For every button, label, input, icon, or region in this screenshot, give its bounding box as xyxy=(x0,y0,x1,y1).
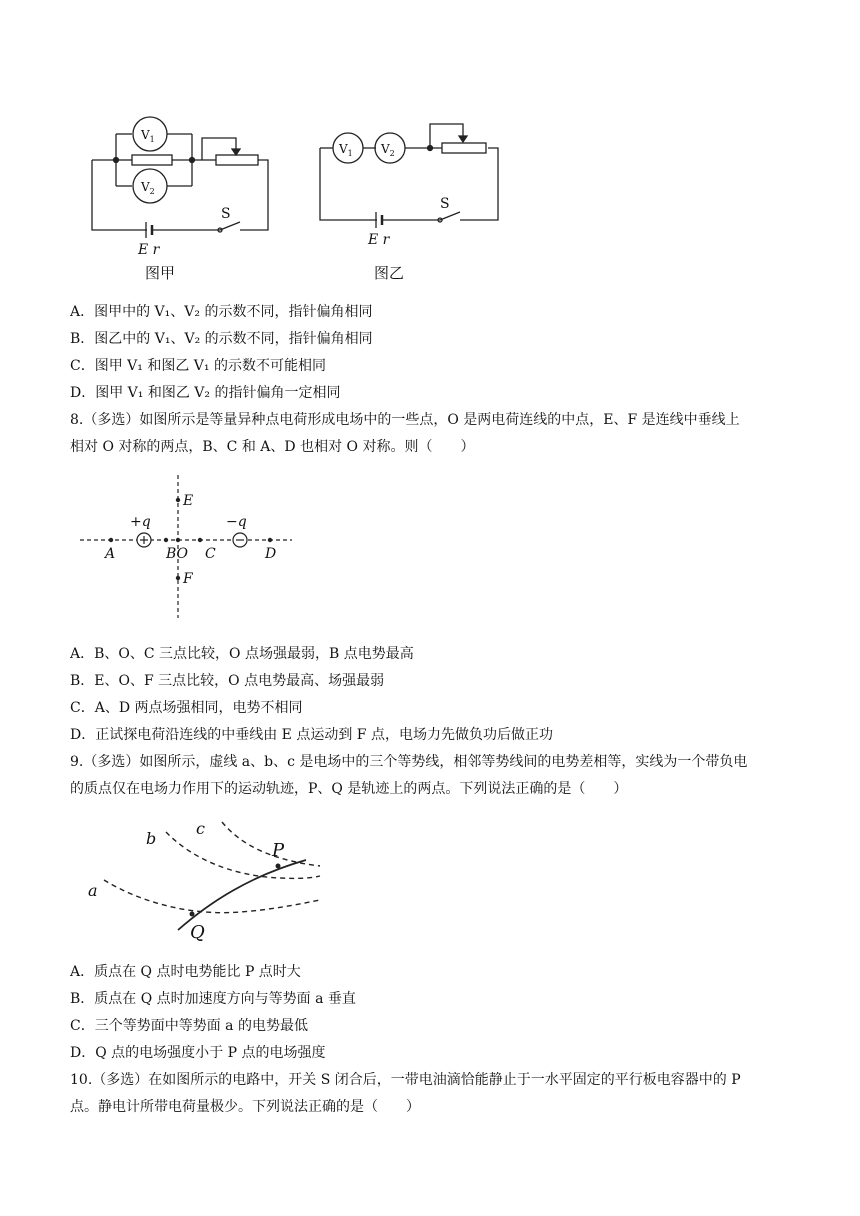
v1-label-yi: $V_1$ xyxy=(339,142,353,158)
minus-q-label: −q xyxy=(226,514,247,530)
charge-field-figure xyxy=(80,470,300,620)
point-a-label: A xyxy=(105,546,116,562)
point-bo-label: BO xyxy=(166,546,189,562)
q9-stem-line1: 9.（多选）如图所示，虚线 a、b、c 是电场中的三个等势线，相邻等势线间的电势差相等，实线为一个带负电 xyxy=(70,754,748,770)
q10-stem-line2: 点。静电计所带电荷量极少。下列说法正确的是（ ） xyxy=(70,1099,420,1115)
q8-option-b: B．E、O、F 三点比较，O 点电势最高、场强最弱 xyxy=(70,673,385,689)
point-d-label: D xyxy=(265,546,277,562)
v2-label-yi: $V_2$ xyxy=(381,142,395,158)
q10-stem-line1: 10.（多选）在如图所示的电路中，开关 S 闭合后，一带电油滴恰能静止于一水平固定的平行板电容器中的 P xyxy=(70,1072,741,1088)
point-e-label: E xyxy=(183,493,194,509)
point-f-label: F xyxy=(183,571,193,587)
v1-label-jia: $V_1$ xyxy=(141,128,155,144)
q8-option-d: D．正试探电荷沿连线的中垂线由 E 点运动到 F 点，电场力先做负功后做正功 xyxy=(70,727,553,743)
line-b-label: b xyxy=(146,829,157,848)
q9-option-d: D．Q 点的电场强度小于 P 点的电场强度 xyxy=(70,1045,326,1061)
plus-q-label: +q xyxy=(130,514,151,530)
switch-label-yi: S xyxy=(440,196,450,212)
switch-label-jia: S xyxy=(221,206,231,222)
caption-yi: 图乙 xyxy=(374,264,405,282)
battery-label-yi: E r xyxy=(368,232,390,248)
q7-option-b: B．图乙中的 V₁、V₂ 的示数不同，指针偏角相同 xyxy=(70,331,373,347)
q8-option-c: C．A、D 两点场强相同，电势不相同 xyxy=(70,700,303,716)
caption-jia: 图甲 xyxy=(145,264,176,282)
equipotential-figure xyxy=(80,812,330,942)
point-p-label: P xyxy=(272,840,285,861)
q7-option-c: C．图甲 V₁ 和图乙 V₁ 的示数不可能相同 xyxy=(70,358,326,374)
battery-label-jia: E r xyxy=(138,242,160,258)
line-c-label: c xyxy=(196,819,205,838)
q7-option-a: A．图甲中的 V₁、V₂ 的示数不同，指针偏角相同 xyxy=(70,304,373,320)
point-c-label: C xyxy=(205,546,216,562)
point-q-label: Q xyxy=(190,922,205,942)
q8-stem-line2: 相对 O 对称的两点，B、C 和 A、D 也相对 O 对称。则（ ） xyxy=(70,439,475,455)
q9-stem-line2: 的质点仅在电场力作用下的运动轨迹，P、Q 是轨迹上的两点。下列说法正确的是（ ） xyxy=(70,781,628,797)
q7-option-d: D．图甲 V₁ 和图乙 V₂ 的指针偏角一定相同 xyxy=(70,385,341,401)
v2-label-jia: $V_2$ xyxy=(141,180,155,196)
q9-option-b: B．质点在 Q 点时加速度方向与等势面 a 垂直 xyxy=(70,991,356,1007)
line-a-label: a xyxy=(88,881,98,900)
q8-option-a: A．B、O、C 三点比较，O 点场强最弱，B 点电势最高 xyxy=(70,646,414,662)
q9-option-c: C．三个等势面中等势面 a 的电势最低 xyxy=(70,1018,308,1034)
q8-stem-line1: 8.（多选）如图所示是等量异种点电荷形成电场中的一些点，O 是两电荷连线的中点，E、F 是连线中垂线上 xyxy=(70,412,740,428)
q9-option-a: A．质点在 Q 点时电势能比 P 点时大 xyxy=(70,964,301,980)
